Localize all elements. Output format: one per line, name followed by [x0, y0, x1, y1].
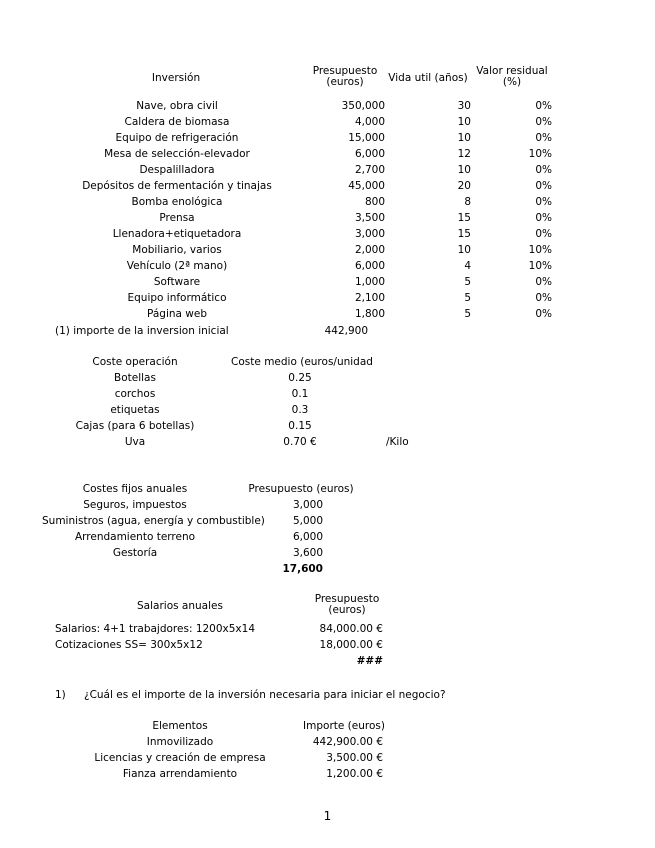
operacion-row: [55, 386, 385, 402]
inversion-budget: 15,000: [348, 132, 385, 144]
salarios-budget: 84,000.00 €: [319, 623, 383, 635]
operacion-item: Botellas: [114, 372, 156, 384]
fijos-budget: 3,000: [292, 499, 323, 511]
inversion-header-budget-line2: (euros): [326, 76, 364, 88]
inversion-life: 5: [464, 308, 471, 320]
inversion-item: Equipo de refrigeración: [115, 132, 239, 144]
page-number: 1: [323, 809, 332, 823]
inversion-life: 15: [457, 212, 471, 224]
inversion-residual: 0%: [535, 308, 552, 320]
inversion-row: [52, 162, 552, 178]
inversion-item: Equipo informático: [127, 292, 227, 304]
fijos-header-item: Costes fijos anuales: [82, 483, 188, 495]
elementos-amount: 442,900.00 €: [312, 736, 383, 748]
inversion-item: Depósitos de fermentación y tinajas: [82, 180, 272, 192]
operacion-row: [55, 418, 385, 434]
inversion-residual: 0%: [535, 212, 552, 224]
inversion-row: [52, 98, 552, 114]
inversion-header-budget-line1: Presupuesto: [312, 65, 378, 77]
operacion-table: [55, 370, 385, 450]
inversion-row: [52, 130, 552, 146]
operacion-cost: 0.25: [288, 372, 312, 384]
question-text: ¿Cuál es el importe de la inversión necesaria para iniciar el negocio?: [84, 689, 446, 701]
inversion-budget: 3,500: [354, 212, 385, 224]
fijos-table: [42, 497, 323, 561]
inversion-residual: 0%: [535, 276, 552, 288]
inversion-row: [52, 210, 552, 226]
inversion-residual: 0%: [535, 228, 552, 240]
inversion-budget: 800: [364, 196, 385, 208]
elementos-item: Fianza arrendamiento: [122, 768, 238, 780]
fijos-row: [42, 497, 323, 513]
elementos-table: [90, 734, 383, 782]
inversion-item: Despalilladora: [139, 164, 215, 176]
salarios-row: [55, 621, 383, 637]
operacion-cost: 0.3: [291, 404, 309, 416]
inversion-row: [52, 258, 552, 274]
salarios-header-budget: [300, 594, 394, 616]
inversion-life: 12: [457, 148, 471, 160]
operacion-unit: /Kilo: [386, 436, 409, 448]
inversion-item: Mobiliario, varios: [132, 244, 222, 256]
inversion-budget: 6,000: [354, 148, 385, 160]
inversion-item: Caldera de biomasa: [124, 116, 230, 128]
fijos-item: Arrendamiento terreno: [74, 531, 196, 543]
inversion-item: Bomba enológica: [131, 196, 223, 208]
inversion-budget: 2,100: [354, 292, 385, 304]
inversion-row: [52, 242, 552, 258]
inversion-item: Prensa: [159, 212, 195, 224]
inversion-item: Llenadora+etiquetadora: [112, 228, 242, 240]
inversion-item: Software: [153, 276, 201, 288]
inversion-item: Página web: [146, 308, 208, 320]
elementos-row: [90, 766, 383, 782]
inversion-table: [52, 98, 552, 322]
fijos-budget: 3,600: [292, 547, 323, 559]
inversion-life: 10: [457, 132, 471, 144]
inversion-budget: 4,000: [354, 116, 385, 128]
inversion-budget: 6,000: [354, 260, 385, 272]
operacion-row: [55, 434, 385, 450]
salarios-item: Salarios: 4+1 trabajdores: 1200x5x14: [55, 623, 256, 635]
inversion-life: 15: [457, 228, 471, 240]
inversion-life: 5: [464, 292, 471, 304]
inversion-header-budget: [300, 66, 390, 88]
inversion-budget: 350,000: [341, 100, 385, 112]
inversion-residual: 0%: [535, 100, 552, 112]
operacion-header-cost: Coste medio (euros/unidad: [231, 356, 373, 368]
inversion-item: Vehículo (2ª mano): [126, 260, 228, 272]
operacion-item: Uva: [124, 436, 146, 448]
operacion-row: [55, 402, 385, 418]
operacion-header-item: Coste operación: [92, 356, 178, 368]
operacion-item: etiquetas: [110, 404, 160, 416]
inversion-life: 20: [457, 180, 471, 192]
fijos-budget: 6,000: [292, 531, 323, 543]
inversion-life: 10: [457, 116, 471, 128]
operacion-row: [55, 370, 385, 386]
elementos-amount: 3,500.00 €: [326, 752, 383, 764]
operacion-cost: 0.15: [288, 420, 312, 432]
inversion-residual: 0%: [535, 132, 552, 144]
operacion-cost: 0.70 €: [283, 436, 317, 448]
fijos-row: [42, 545, 323, 561]
elementos-header-item: Elementos: [152, 720, 208, 732]
inversion-item: Nave, obra civil: [136, 100, 218, 112]
elementos-item: Inmovilizado: [146, 736, 214, 748]
inversion-residual: 0%: [535, 292, 552, 304]
salarios-budget: 18,000.00 €: [319, 639, 383, 651]
inversion-header-item: Inversión: [151, 72, 201, 84]
inversion-residual: 10%: [528, 148, 552, 160]
inversion-header-residual-line2: (%): [502, 76, 522, 88]
inversion-budget: 1,800: [354, 308, 385, 320]
inversion-row: [52, 146, 552, 162]
operacion-item: Cajas (para 6 botellas): [75, 420, 195, 432]
inversion-header-residual-line1: Valor residual: [476, 65, 548, 77]
fijos-header-budget: Presupuesto (euros): [248, 483, 354, 495]
fijos-budget: 5,000: [292, 515, 323, 527]
inversion-residual: 10%: [528, 244, 552, 256]
inversion-life: 30: [457, 100, 471, 112]
salarios-header-budget-line2: (euros): [328, 604, 366, 616]
inversion-row: [52, 226, 552, 242]
operacion-cost: 0.1: [291, 388, 309, 400]
inversion-budget: 3,000: [354, 228, 385, 240]
inversion-row: [52, 274, 552, 290]
elementos-amount: 1,200.00 €: [326, 768, 383, 780]
elementos-row: [90, 750, 383, 766]
inversion-budget: 2,000: [354, 244, 385, 256]
operacion-item: corchos: [114, 388, 156, 400]
inversion-item: Mesa de selección-elevador: [104, 148, 250, 160]
salarios-header-budget-line1: Presupuesto: [314, 593, 380, 605]
elementos-row: [90, 734, 383, 750]
inversion-row: [52, 194, 552, 210]
fijos-item: Gestoría: [112, 547, 158, 559]
inversion-budget: 1,000: [354, 276, 385, 288]
inversion-residual: 0%: [535, 164, 552, 176]
salarios-table: [55, 621, 383, 653]
inversion-life: 10: [457, 244, 471, 256]
inversion-life: 10: [457, 164, 471, 176]
inversion-residual: 0%: [535, 116, 552, 128]
inversion-row: [52, 114, 552, 130]
elementos-item: Licencias y creación de empresa: [94, 752, 266, 764]
salarios-item: Cotizaciones SS= 300x5x12: [55, 639, 203, 651]
inversion-residual: 0%: [535, 180, 552, 192]
inversion-life: 8: [464, 196, 471, 208]
inversion-total-label: (1) importe de la inversion inicial: [55, 325, 229, 337]
salarios-header-item: Salarios anuales: [137, 600, 223, 612]
fijos-item: Suministros (agua, energía y combustible): [42, 515, 265, 527]
inversion-residual: 10%: [528, 260, 552, 272]
inversion-row: [52, 306, 552, 322]
fijos-total: 17,600: [282, 563, 323, 575]
elementos-header-amount: Importe (euros): [303, 720, 385, 732]
question-number: 1): [55, 689, 66, 701]
inversion-row: [52, 178, 552, 194]
inversion-header-residual: [472, 66, 552, 88]
fijos-item: Seguros, impuestos: [83, 499, 187, 511]
inversion-budget: 2,700: [354, 164, 385, 176]
inversion-life: 4: [464, 260, 471, 272]
fijos-row: [42, 529, 323, 545]
inversion-header-life: Vida util (años): [388, 72, 468, 84]
salarios-row: [55, 637, 383, 653]
fijos-row: [42, 513, 323, 529]
inversion-total-value: 442,900: [324, 325, 368, 337]
inversion-life: 5: [464, 276, 471, 288]
salarios-total: ###: [356, 655, 383, 667]
inversion-row: [52, 290, 552, 306]
inversion-budget: 45,000: [348, 180, 385, 192]
inversion-residual: 0%: [535, 196, 552, 208]
